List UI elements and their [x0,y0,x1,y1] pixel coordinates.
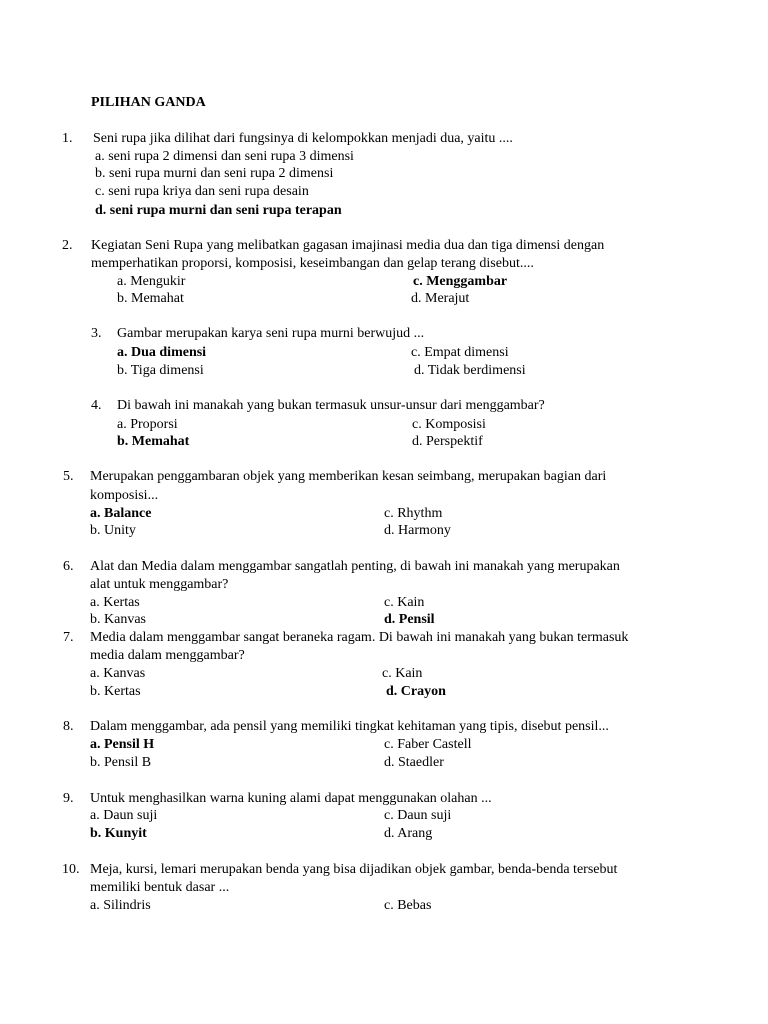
question-2-option-b: b. Memahat [117,291,184,306]
question-7-option-d: d. Crayon [386,684,446,699]
question-3-text: Gambar merupakan karya seni rupa murni berwujud ... [117,326,425,341]
question-8-option-b: b. Pensil B [90,755,152,770]
question-4-text: Di bawah ini manakah yang bukan termasuk unsur-unsur dari menggambar? [117,398,545,413]
question-7-number: 7. [63,630,74,645]
question-9-number: 9. [63,791,74,806]
question-10-number: 10. [62,862,80,877]
question-6-option-b: b. Kanvas [90,612,146,627]
question-7-option-c: c. Kain [382,666,423,681]
question-5-text-line-1: Merupakan penggambaran objek yang memberikan kesan seimbang, merupakan bagian dari [90,469,607,484]
question-6-number: 6. [63,559,74,574]
question-2-text-line-1: Kegiatan Seni Rupa yang melibatkan gagasan imajinasi media dua dan tiga dimensi dengan [91,238,605,253]
question-6-option-d: d. Pensil [384,612,435,627]
question-4-option-d: d. Perspektif [412,434,483,449]
question-1-text: Seni rupa jika dilihat dari fungsinya di kelompokkan menjadi dua, yaitu .... [93,131,513,146]
question-9-text: Untuk menghasilkan warna kuning alami dapat menggunakan olahan ... [90,791,492,806]
question-3-number: 3. [91,326,102,341]
question-8-text: Dalam menggambar, ada pensil yang memiliki tingkat kehitaman yang tipis, disebut pensil... [90,719,609,734]
question-7-text-line-2: media dalam menggambar? [90,648,245,663]
question-3-option-b: b. Tiga dimensi [117,363,204,378]
question-6-text-line-1: Alat dan Media dalam menggambar sangatlah penting, di bawah ini manakah yang merupakan [90,559,620,574]
question-7-option-a: a. Kanvas [90,666,146,681]
question-2-option-c: c. Menggambar [413,274,508,289]
question-3-option-a: a. Dua dimensi [117,345,207,360]
question-4-option-b: b. Memahat [117,434,190,449]
question-2-option-d: d. Merajut [411,291,470,306]
question-8-option-d: d. Staedler [384,755,444,770]
question-6-option-a: a. Kertas [90,595,140,610]
question-3-option-c: c. Empat dimensi [411,345,509,360]
question-10-option-a: a. Silindris [90,898,151,913]
question-3-option-d: d. Tidak berdimensi [414,363,526,378]
question-10-text-line-2: memiliki bentuk dasar ... [90,880,230,895]
question-2-text-line-2: memperhatikan proporsi, komposisi, keseimbangan dan gelap terang disebut.... [91,256,534,271]
question-9-option-d: d. Arang [384,826,433,841]
question-2-number: 2. [62,238,73,253]
question-1-option-a: a. seni rupa 2 dimensi dan seni rupa 3 dimensi [95,149,354,164]
question-8-option-a: a. Pensil H [90,737,155,752]
question-9-option-a: a. Daun suji [90,808,158,823]
question-7-option-b: b. Kertas [90,684,141,699]
question-1-option-b: b. seni rupa murni dan seni rupa 2 dimensi [95,166,334,181]
question-5-option-b: b. Unity [90,523,136,538]
question-10-option-c: c. Bebas [384,898,432,913]
question-1-number: 1. [62,131,73,146]
question-1-option-c: c. seni rupa kriya dan seni rupa desain [95,184,309,199]
question-5-option-d: d. Harmony [384,523,451,538]
question-6-option-c: c. Kain [384,595,425,610]
question-5-text-line-2: komposisi... [90,488,159,503]
question-2-option-a: a. Mengukir [117,274,186,289]
question-4-number: 4. [91,398,102,413]
question-4-option-c: c. Komposisi [412,417,486,432]
question-1-option-d: d. seni rupa murni dan seni rupa terapan [95,203,342,218]
question-9-option-b: b. Kunyit [90,826,147,841]
question-4-option-a: a. Proporsi [117,417,178,432]
question-5-number: 5. [63,469,74,484]
question-8-option-c: c. Faber Castell [384,737,472,752]
question-10-text-line-1: Meja, kursi, lemari merupakan benda yang bisa dijadikan objek gambar, benda-benda tersebut [90,862,618,877]
question-8-number: 8. [63,719,74,734]
question-5-option-c: c. Rhythm [384,506,443,521]
question-9-option-c: c. Daun suji [384,808,452,823]
question-6-text-line-2: alat untuk menggambar? [90,577,229,592]
question-5-option-a: a. Balance [90,506,152,521]
question-7-text-line-1: Media dalam menggambar sangat beraneka ragam. Di bawah ini manakah yang bukan termasuk [90,630,629,645]
section-title: PILIHAN GANDA [91,95,206,110]
